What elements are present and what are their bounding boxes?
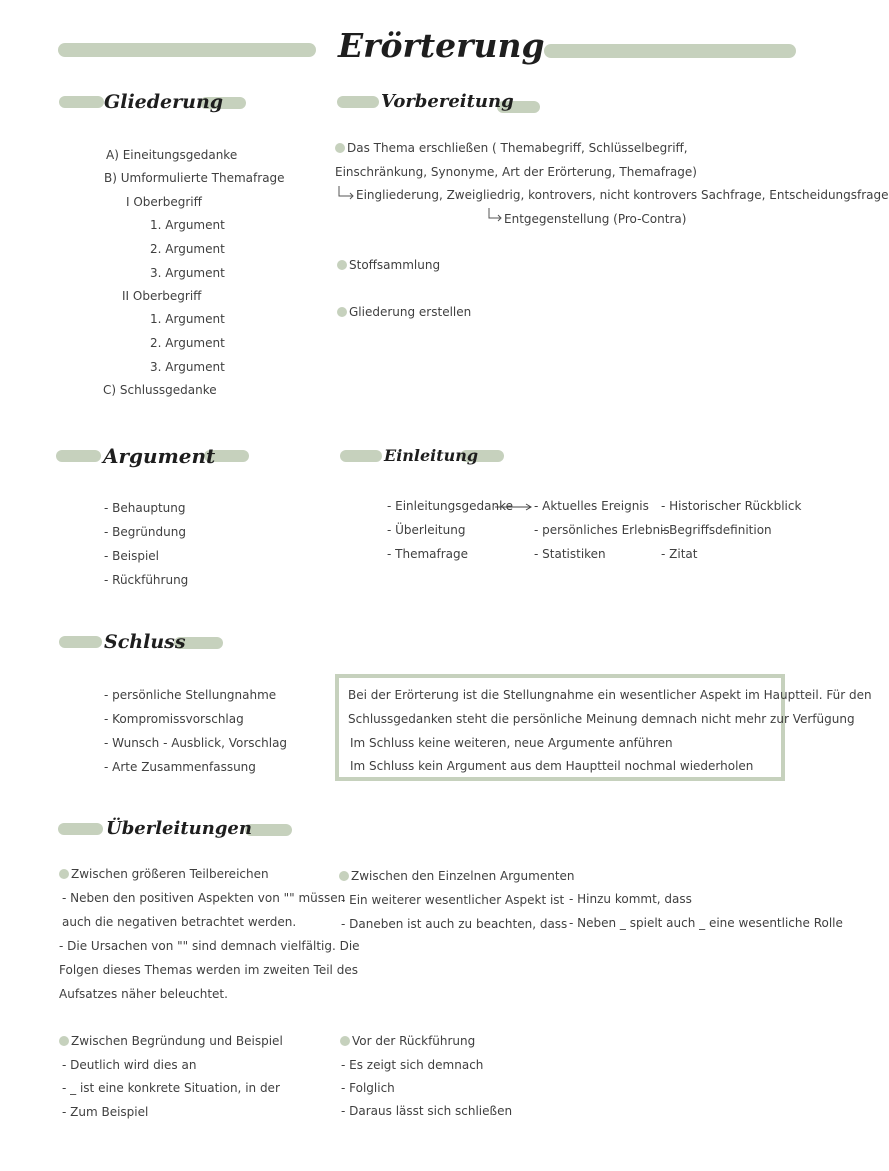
schluss-heading: Schluss [104, 631, 186, 653]
schluss-item: - persönliche Stellungnahme [104, 688, 277, 702]
ueberleitung-line: - Zum Beispiel [62, 1105, 149, 1119]
ueberleitung-line: - Es zeigt sich demnach [341, 1058, 484, 1072]
ueberleitung-section-2-title: Zwischen den Einzelnen Argumenten [339, 869, 575, 883]
number-marker [340, 1036, 350, 1046]
vorbereitung-step-3: Gliederung erstellen [337, 305, 471, 319]
schluss-note-line: Schlussgedanken steht die persönliche Meinung demnach nicht mehr zur Verfügung [348, 712, 855, 726]
argument-item: - Rückführung [104, 573, 189, 587]
einleitung-col2-item: - persönliches Erlebnis [534, 523, 670, 537]
ueberleitungen-bar-left [58, 823, 103, 835]
gliederung-line: 3. Argument [150, 266, 225, 280]
ueberleitung-section-3-title: Zwischen Begründung und Beispiel [59, 1034, 283, 1048]
branch-arrow-icon [336, 185, 356, 201]
einleitung-bar-left [340, 450, 382, 462]
title-bar-left [58, 43, 316, 57]
schluss-note-line: Bei der Erörterung ist die Stellungnahme ein wesentlicher Aspekt im Hauptteil. Für den [348, 688, 872, 702]
vorbereitung-step-2: Stoffsammlung [337, 258, 440, 272]
ueberleitung-line: - Neben _ spielt auch _ eine wesentliche Rolle [569, 916, 843, 930]
ueberleitung-line: - Neben den positiven Aspekten von "" müssen [62, 891, 346, 905]
gliederung-heading: Gliederung [104, 91, 224, 113]
ueberleitung-section-4-title: Vor der Rückführung [340, 1034, 475, 1048]
gliederung-line: 1. Argument [150, 218, 225, 232]
ueberleitungen-bar-right [245, 824, 292, 836]
ueberleitung-line: - Die Ursachen von "" sind demnach vielfältig. Die [59, 939, 360, 953]
einleitung-col1-item: - Einleitungsgedanke [387, 499, 513, 513]
einleitung-col1-item: - Überleitung [387, 523, 466, 537]
number-marker [335, 143, 345, 153]
ueberleitung-line: auch die negativen betrachtet werden. [62, 915, 297, 929]
einleitung-col2-item: - Statistiken [534, 547, 606, 561]
ueberleitung-line: - Daneben ist auch zu beachten, dass [341, 917, 568, 931]
gliederung-line: 3. Argument [150, 360, 225, 374]
argument-item: - Begründung [104, 525, 186, 539]
ueberleitung-section-1-title: Zwischen größeren Teilbereichen [59, 867, 269, 881]
schluss-item: - Kompromissvorschlag [104, 712, 244, 726]
ueberleitung-line: - Daraus lässt sich schließen [341, 1104, 513, 1118]
einleitung-col3-item: - Zitat [661, 547, 698, 561]
ueberleitung-line: Aufsatzes näher beleuchtet. [59, 987, 228, 1001]
number-marker [339, 871, 349, 881]
schluss-note-line: Im Schluss keine weiteren, neue Argumente anführen [350, 736, 673, 750]
gliederung-line: C) Schlussgedanke [103, 383, 217, 397]
right-arrow-icon [494, 502, 534, 512]
argument-item: - Beispiel [104, 549, 160, 563]
argument-bar-left [56, 450, 101, 462]
schluss-item: - Arte Zusammenfassung [104, 760, 256, 774]
einleitung-col3-item: - Begriffsdefinition [661, 523, 772, 537]
number-marker [337, 260, 347, 270]
branch-arrow-icon [486, 207, 506, 223]
vorbereitung-step-1-cont: Einschränkung, Synonyme, Art der Erörterung, Themafrage) [335, 165, 697, 179]
vorbereitung-bar-left [337, 96, 379, 108]
argument-item: - Behauptung [104, 501, 186, 515]
gliederung-line: 2. Argument [150, 242, 225, 256]
page-title: Erörterung [338, 26, 545, 65]
einleitung-col2-item: - Aktuelles Ereignis [534, 499, 649, 513]
schluss-bar-left [59, 636, 102, 648]
gliederung-line: 1. Argument [150, 312, 225, 326]
gliederung-line: B) Umformulierte Themafrage [104, 171, 285, 185]
gliederung-line: II Oberbegriff [122, 289, 202, 303]
ueberleitung-line: - _ ist eine konkrete Situation, in der [62, 1081, 280, 1095]
einleitung-heading: Einleitung [384, 446, 479, 465]
argument-heading: Argument [103, 444, 216, 468]
gliederung-bar-left [59, 96, 104, 108]
einleitung-col1-item: - Themafrage [387, 547, 469, 561]
gliederung-line: A) Eineitungsgedanke [106, 148, 238, 162]
number-marker [337, 307, 347, 317]
ueberleitung-line: - Folglich [341, 1081, 395, 1095]
ueberleitung-line: Folgen dieses Themas werden im zweiten Teil des [59, 963, 358, 977]
number-marker [59, 1036, 69, 1046]
gliederung-line: I Oberbegriff [126, 195, 202, 209]
schluss-note-line: Im Schluss kein Argument aus dem Hauptteil nochmal wiederholen [350, 759, 754, 773]
ueberleitung-line: - Deutlich wird dies an [62, 1058, 197, 1072]
number-marker [59, 869, 69, 879]
ueberleitungen-heading: Überleitungen [106, 818, 252, 839]
ueberleitung-line: - Ein weiterer wesentlicher Aspekt ist [341, 893, 565, 907]
vorbereitung-step-1: Das Thema erschließen ( Themabegriff, Schlüsselbegriff, [335, 141, 688, 155]
title-bar-right [544, 44, 796, 58]
einleitung-col3-item: - Historischer Rückblick [661, 499, 802, 513]
gliederung-line: 2. Argument [150, 336, 225, 350]
schluss-item: - Wunsch - Ausblick, Vorschlag [104, 736, 288, 750]
vorbereitung-heading: Vorbereitung [381, 91, 514, 112]
ueberleitung-line: - Hinzu kommt, dass [569, 892, 692, 906]
